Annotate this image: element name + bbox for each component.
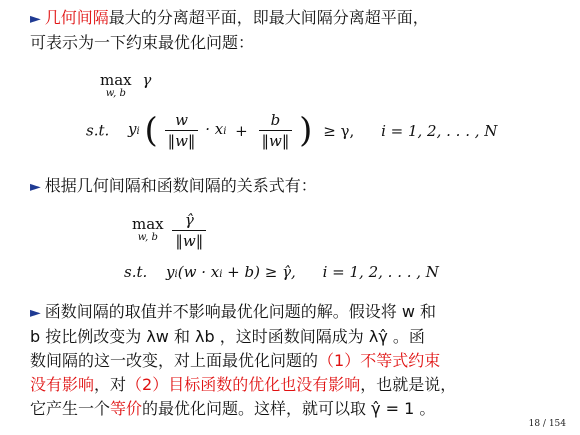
section2-paragraph bbox=[30, 174, 560, 199]
section2-text: 根据几何间隔和函数间隔的关系式有： bbox=[44, 176, 317, 195]
bullet-icon: ► bbox=[30, 305, 41, 321]
section1-paragraph bbox=[30, 6, 560, 55]
page-number: 18 / 154 bbox=[528, 419, 566, 429]
section3-line4-c: ，也就是说， bbox=[360, 375, 457, 394]
index-range: i = 1, 2, . . . , N bbox=[381, 121, 498, 140]
frac-num: w bbox=[175, 111, 188, 129]
max-operator: max bbox=[100, 71, 132, 89]
red-equivalent: 等价 bbox=[110, 399, 143, 418]
section3-paragraph bbox=[30, 300, 560, 421]
st-label: s.t. bbox=[124, 263, 148, 281]
constraint-expr: (w · x bbox=[177, 263, 220, 281]
max-operator: max bbox=[132, 214, 164, 233]
problem2-constraint: s.t. yi(w · xi + b) ≥ γ̂, i = 1, 2, . . . , N bbox=[124, 263, 439, 281]
section3-line5-a: 它产生一个 bbox=[30, 399, 111, 418]
frac-den: ‖w‖ bbox=[172, 230, 206, 251]
frac-num: γ̂ bbox=[184, 211, 194, 229]
y-var: y bbox=[128, 120, 137, 138]
st-label: s.t. bbox=[86, 121, 110, 140]
fraction-w bbox=[165, 110, 199, 151]
section3-line1: 函数间隔的取值并不影响最优化问题的解。假设将 w 和 bbox=[44, 302, 437, 321]
bullet-icon: ► bbox=[30, 11, 41, 27]
section3-line3: 数间隔的这一改变，对上面最优化问题的 bbox=[30, 351, 319, 370]
objective-variable: γ bbox=[142, 71, 152, 89]
problem1-constraint: s.t. yi ( $\frac{w}{‖w‖}$ · xi + $\frac{b}{‖w‖}$ ) ≥ γ, i = 1, 2, . . . , N bbox=[86, 110, 498, 151]
red-objective-no-effect: （2）目标函数的优化也没有影响 bbox=[126, 375, 361, 394]
max-subscript: w, b bbox=[105, 88, 126, 99]
section1-text-line2: 可表示为一下约束最优化问题： bbox=[30, 33, 255, 52]
section3-line5-b: 的最优化问题。这样，就可以取 γ̂ = 1 。 bbox=[142, 399, 436, 418]
section3-line4-b: ，对 bbox=[94, 375, 127, 394]
constraint-rest: + b) ≥ γ̂, bbox=[222, 263, 296, 281]
geq-gamma: ≥ γ, bbox=[323, 121, 355, 140]
problem2-objective bbox=[132, 210, 208, 251]
section1-text: 最大的分离超平面，即最大间隔分离超平面， bbox=[108, 8, 429, 27]
frac-den: ‖w‖ bbox=[165, 130, 199, 151]
frac-num: b bbox=[270, 111, 281, 129]
y-sub: i bbox=[136, 126, 140, 137]
frac-den: ‖w‖ bbox=[259, 130, 293, 151]
plus-sign: + bbox=[235, 121, 248, 140]
fraction-gamma-hat bbox=[172, 210, 206, 251]
dot-x: · x bbox=[205, 120, 224, 138]
red-term: 几何间隔 bbox=[44, 8, 109, 27]
red-no-effect: 没有影响 bbox=[30, 375, 95, 394]
red-inequality-constraint: （1）不等式约束 bbox=[318, 351, 441, 370]
max-subscript: w, b bbox=[137, 231, 158, 243]
problem1-objective bbox=[100, 70, 151, 104]
index-range: i = 1, 2, . . . , N bbox=[322, 263, 439, 281]
section3-line2: b 按比例改变为 λw 和 λb ，这时函数间隔成为 λγ̂ 。函 bbox=[30, 327, 425, 346]
fraction-b bbox=[259, 110, 293, 151]
bullet-icon: ► bbox=[30, 179, 41, 195]
